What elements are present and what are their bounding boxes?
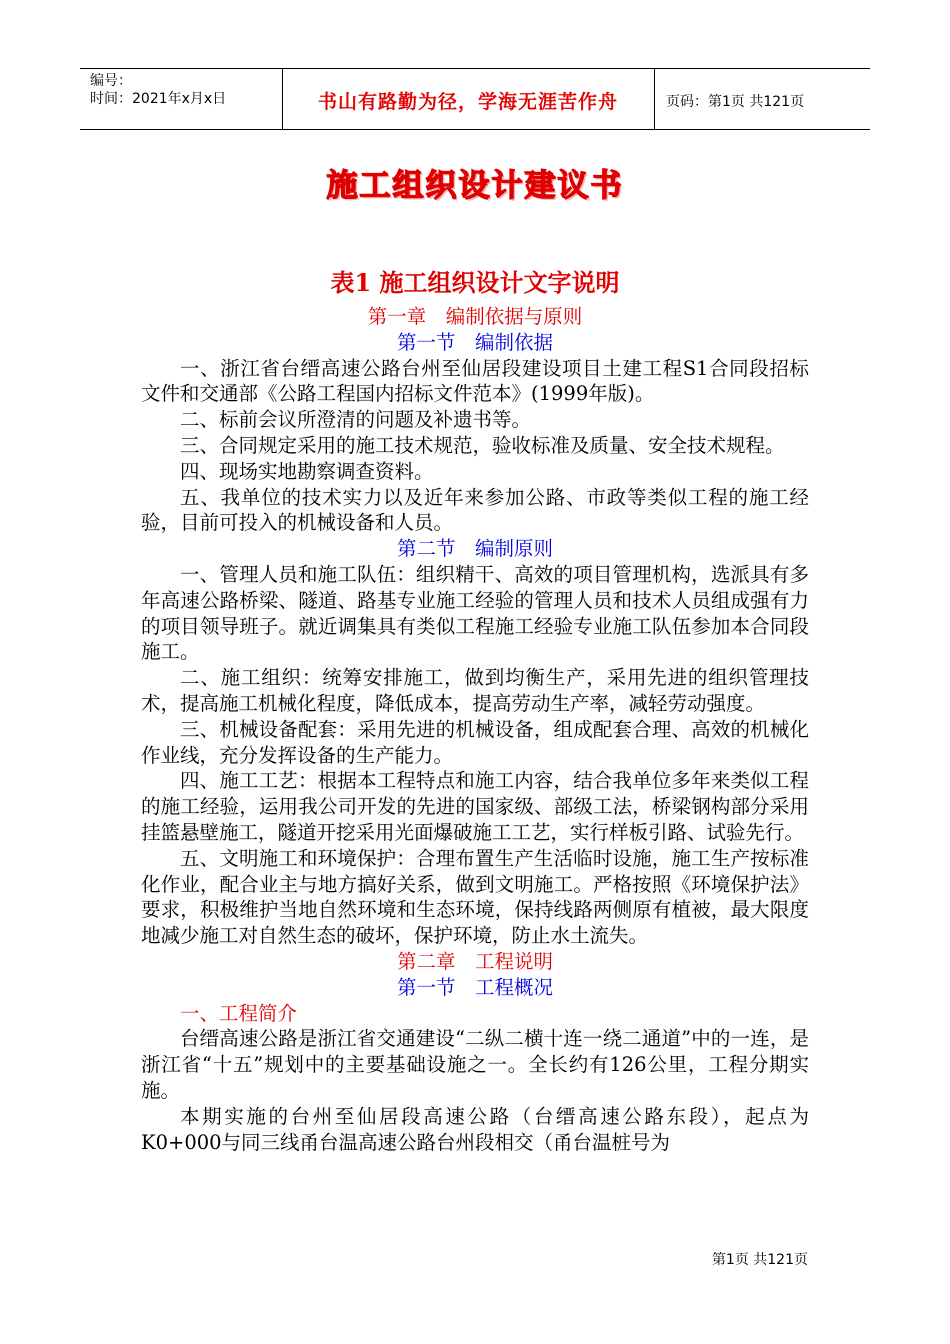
header-page-label: 页码：第1页 共121页 [666, 94, 805, 110]
paragraph: 本期实施的台州至仙居段高速公路（台缙高速公路东段），起点为K0+000与同三线甬台温高速公路台州段相交（甬台温桩号为 [141, 1104, 809, 1154]
paragraph: 一、浙江省台缙高速公路台州至仙居段建设项目土建工程S1合同段招标文件和交通部《公路工程国内招标文件范本》(1999年版)。 [141, 356, 809, 406]
date-label: 时间：2021年x月x日 [90, 91, 227, 107]
footer-page-label: 第1页 共121页 [711, 1252, 808, 1268]
paragraph: 三、合同规定采用的施工技术规范，验收标准及质量、安全技术规程。 [180, 433, 785, 457]
section-heading: 第一节 工程概况 [396, 975, 553, 999]
table-title: 表1 施工组织设计文字说明 [330, 268, 620, 297]
header-info-cell [80, 69, 283, 129]
paragraph: 四、现场实地勘察调查资料。 [180, 459, 434, 483]
paragraph: 三、机械设备配套：采用先进的机械设备，组成配套合理、高效的机械化作业线，充分发挥设备的生产能力。 [141, 717, 809, 767]
paragraph: 二、标前会议所澄清的问题及补遗书等。 [180, 408, 532, 432]
paragraph: 二、施工组织：统筹安排施工，做到均衡生产，采用先进的组织管理技术，提高施工机械化程度，降低成本，提高劳动生产率，减轻劳动强度。 [141, 666, 809, 715]
paragraph: 一、管理人员和施工队伍：组织精干、高效的项目管理机构，选派具有多年高速公路桥梁、隧道、路基专业施工经验的管理人员和技术人员组成强有力的项目领导班子。就近调集具有类似工程施工经验专业施工队伍参加本合同段施工。 [141, 562, 809, 664]
paragraph: 五、文明施工和环境保护：合理布置生产生活临时设施，施工生产按标准化作业，配合业主与地方搞好关系，做到文明施工。严格按照《环境保护法》要求，积极维护当地自然环境和生态环境，保持线路两侧原有植被，最大限度地减少施工对自然生态的破坏，保护环境，防止水土流失。 [141, 846, 809, 948]
header-page-cell [654, 69, 870, 129]
chapter-heading: 第二章 工程说明 [396, 949, 553, 973]
paragraph: 四、施工工艺：根据本工程特点和施工内容，结合我单位多年来类似工程的施工经验，运用我公司开发的先进的国家级、部级工法，桥梁钢构部分采用挂篮悬壁施工，隧道开挖采用光面爆破施工工艺，实行样板引路、试验先行。 [141, 769, 809, 844]
chapter-heading: 第一章 编制依据与原则 [367, 305, 583, 328]
subsection-heading: 一、工程简介 [180, 1001, 298, 1025]
paragraph: 台缙高速公路是浙江省交通建设“二纵二横十连一绕二通道”中的一连，是浙江省“十五”规划中的主要基础设施之一。全长约有126公里，工程分期实施。 [141, 1027, 809, 1102]
number-label: 编号： [90, 73, 132, 89]
document-title: 施工组织设计建议书 [326, 168, 624, 204]
paragraph: 五、我单位的技术实力以及近年来参加公路、市政等类似工程的施工经验，目前可投入的机械设备和人员。 [141, 485, 809, 535]
document-body [141, 304, 809, 1155]
section-heading: 第一节 编制依据 [396, 330, 553, 354]
motto-text: 书山有路勤为径，学海无涯苦作舟 [317, 91, 618, 113]
header-motto-cell [282, 69, 655, 129]
page-header [80, 68, 870, 130]
section-heading: 第二节 编制原则 [396, 537, 553, 561]
